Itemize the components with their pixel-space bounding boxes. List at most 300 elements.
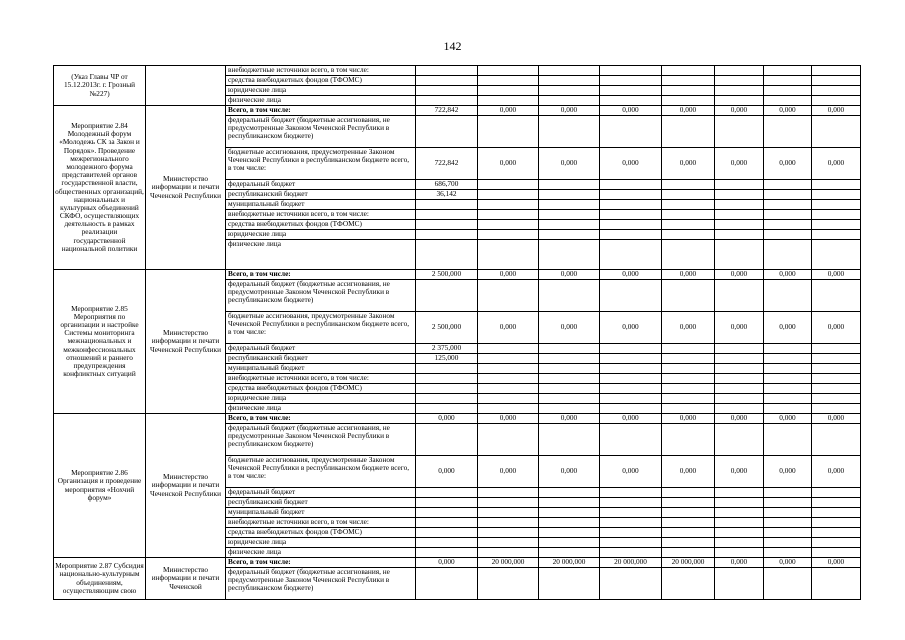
amount-cell bbox=[662, 190, 715, 200]
amount-cell bbox=[600, 424, 662, 456]
amount-cell bbox=[764, 200, 812, 210]
table-row bbox=[54, 66, 861, 76]
amount-cell: 0,000 bbox=[539, 106, 600, 116]
amount-cell bbox=[539, 424, 600, 456]
amount-cell bbox=[764, 538, 812, 548]
amount-cell bbox=[478, 538, 539, 548]
amount-cell bbox=[478, 528, 539, 538]
amount-cell bbox=[416, 384, 478, 394]
amount-cell bbox=[764, 568, 812, 600]
amount-cell bbox=[662, 96, 715, 106]
amount-cell: 0,000 bbox=[812, 312, 861, 344]
amount-cell bbox=[715, 344, 764, 354]
amount-cell bbox=[539, 86, 600, 96]
amount-cell bbox=[416, 86, 478, 96]
amount-cell bbox=[416, 364, 478, 374]
amount-cell bbox=[539, 538, 600, 548]
amount-cell bbox=[662, 374, 715, 384]
amount-cell bbox=[478, 548, 539, 558]
amount-cell bbox=[812, 374, 861, 384]
amount-cell: 0,000 bbox=[715, 148, 764, 180]
amount-cell bbox=[478, 488, 539, 498]
amount-cell: 0,000 bbox=[539, 414, 600, 424]
amount-cell bbox=[416, 240, 478, 270]
amount-cell bbox=[662, 210, 715, 220]
funding-source-cell: Всего, в том числе: bbox=[226, 558, 416, 568]
amount-cell bbox=[715, 180, 764, 190]
amount-cell bbox=[812, 86, 861, 96]
amount-cell: 0,000 bbox=[764, 456, 812, 488]
amount-cell bbox=[478, 76, 539, 86]
event-name-cell: (Указ Главы ЧР от 15.12.2013г. г. Грозный №227) bbox=[54, 66, 146, 106]
amount-cell bbox=[715, 374, 764, 384]
amount-cell: 0,000 bbox=[715, 456, 764, 488]
amount-cell bbox=[812, 424, 861, 456]
amount-cell bbox=[764, 354, 812, 364]
amount-cell: 0,000 bbox=[478, 106, 539, 116]
funding-source-cell: внебюджетные источники всего, в том числе: bbox=[226, 66, 416, 76]
amount-cell: 20 000,000 bbox=[539, 558, 600, 568]
amount-cell bbox=[600, 528, 662, 538]
amount-cell bbox=[662, 394, 715, 404]
amount-cell bbox=[600, 568, 662, 600]
funding-source-cell: юридические лица bbox=[226, 538, 416, 548]
table-row bbox=[54, 106, 861, 116]
amount-cell bbox=[416, 404, 478, 414]
amount-cell bbox=[539, 394, 600, 404]
amount-cell bbox=[812, 240, 861, 270]
amount-cell bbox=[416, 508, 478, 518]
amount-cell bbox=[662, 280, 715, 312]
amount-cell bbox=[764, 394, 812, 404]
amount-cell: 0,000 bbox=[662, 312, 715, 344]
amount-cell bbox=[416, 498, 478, 508]
amount-cell bbox=[539, 374, 600, 384]
amount-cell bbox=[812, 280, 861, 312]
amount-cell bbox=[764, 488, 812, 498]
funding-source-cell: юридические лица bbox=[226, 230, 416, 240]
amount-cell: 0,000 bbox=[478, 312, 539, 344]
amount-cell bbox=[416, 66, 478, 76]
amount-cell bbox=[478, 498, 539, 508]
amount-cell bbox=[812, 394, 861, 404]
amount-cell bbox=[812, 528, 861, 538]
amount-cell bbox=[662, 116, 715, 148]
amount-cell bbox=[662, 66, 715, 76]
amount-cell bbox=[715, 394, 764, 404]
amount-cell bbox=[416, 424, 478, 456]
amount-cell bbox=[539, 498, 600, 508]
amount-cell bbox=[812, 190, 861, 200]
amount-cell bbox=[478, 394, 539, 404]
amount-cell bbox=[812, 354, 861, 364]
amount-cell bbox=[539, 508, 600, 518]
funding-source-cell: федеральный бюджет bbox=[226, 488, 416, 498]
amount-cell: 0,000 bbox=[812, 558, 861, 568]
amount-cell: 0,000 bbox=[600, 270, 662, 280]
amount-cell bbox=[764, 220, 812, 230]
amount-cell: 0,000 bbox=[812, 270, 861, 280]
amount-cell bbox=[416, 528, 478, 538]
amount-cell bbox=[662, 240, 715, 270]
amount-cell bbox=[600, 230, 662, 240]
amount-cell bbox=[662, 424, 715, 456]
budget-table bbox=[53, 65, 861, 600]
amount-cell bbox=[812, 548, 861, 558]
amount-cell bbox=[715, 116, 764, 148]
amount-cell bbox=[764, 384, 812, 394]
amount-cell bbox=[764, 518, 812, 528]
amount-cell: 0,000 bbox=[764, 558, 812, 568]
amount-cell bbox=[539, 518, 600, 528]
amount-cell bbox=[539, 210, 600, 220]
amount-cell bbox=[662, 86, 715, 96]
amount-cell bbox=[812, 230, 861, 240]
amount-cell bbox=[764, 210, 812, 220]
amount-cell bbox=[662, 76, 715, 86]
amount-cell: 2 500,000 bbox=[416, 312, 478, 344]
amount-cell: 0,000 bbox=[764, 148, 812, 180]
funding-source-cell: Всего, в том числе: bbox=[226, 106, 416, 116]
amount-cell: 20 000,000 bbox=[600, 558, 662, 568]
amount-cell bbox=[600, 96, 662, 106]
amount-cell bbox=[539, 200, 600, 210]
funding-source-cell: республиканский бюджет bbox=[226, 354, 416, 364]
amount-cell bbox=[812, 180, 861, 190]
amount-cell: 36,142 bbox=[416, 190, 478, 200]
amount-cell bbox=[764, 344, 812, 354]
funding-source-cell: Всего, в том числе: bbox=[226, 414, 416, 424]
amount-cell bbox=[416, 548, 478, 558]
amount-cell bbox=[478, 96, 539, 106]
amount-cell bbox=[478, 190, 539, 200]
executor-cell: Министерство информации и печати Чеченской Республики bbox=[146, 414, 226, 558]
funding-source-cell: средства внебюджетных фондов (ТФОМС) bbox=[226, 528, 416, 538]
amount-cell bbox=[812, 404, 861, 414]
amount-cell bbox=[600, 210, 662, 220]
amount-cell bbox=[715, 190, 764, 200]
event-name-cell: Мероприятие 2.86 Организация и проведение мероприятия «Нохчий форум» bbox=[54, 414, 146, 558]
amount-cell bbox=[478, 384, 539, 394]
amount-cell bbox=[715, 280, 764, 312]
amount-cell bbox=[812, 96, 861, 106]
amount-cell bbox=[600, 86, 662, 96]
page-number: 142 bbox=[443, 39, 462, 53]
amount-cell: 0,000 bbox=[600, 456, 662, 488]
amount-cell bbox=[478, 200, 539, 210]
amount-cell bbox=[812, 364, 861, 374]
funding-source-cell: средства внебюджетных фондов (ТФОМС) bbox=[226, 384, 416, 394]
executor-cell: Министерство информации и печати Чеченской Республики bbox=[146, 106, 226, 270]
amount-cell bbox=[600, 548, 662, 558]
amount-cell: 0,000 bbox=[539, 270, 600, 280]
amount-cell bbox=[812, 568, 861, 600]
amount-cell bbox=[416, 488, 478, 498]
amount-cell: 20 000,000 bbox=[662, 558, 715, 568]
amount-cell bbox=[539, 240, 600, 270]
amount-cell bbox=[764, 498, 812, 508]
amount-cell: 0,000 bbox=[600, 312, 662, 344]
amount-cell bbox=[416, 394, 478, 404]
amount-cell bbox=[764, 424, 812, 456]
amount-cell bbox=[715, 424, 764, 456]
amount-cell bbox=[662, 404, 715, 414]
funding-source-cell: внебюджетные источники всего, в том числе: bbox=[226, 518, 416, 528]
funding-source-cell: юридические лица bbox=[226, 86, 416, 96]
funding-source-cell: федеральный бюджет (бюджетные ассигнования, не предусмотренные Законом Чеченской Республики в республиканском бюджете) bbox=[226, 116, 416, 148]
amount-cell bbox=[662, 528, 715, 538]
amount-cell bbox=[416, 200, 478, 210]
amount-cell bbox=[600, 518, 662, 528]
amount-cell bbox=[764, 180, 812, 190]
amount-cell: 0,000 bbox=[662, 270, 715, 280]
executor-cell: Министерство информации и печати Чеченской Республики bbox=[146, 270, 226, 414]
amount-cell: 20 000,000 bbox=[478, 558, 539, 568]
amount-cell: 0,000 bbox=[600, 106, 662, 116]
amount-cell: 0,000 bbox=[662, 414, 715, 424]
amount-cell bbox=[764, 364, 812, 374]
table-row bbox=[54, 414, 861, 424]
amount-cell bbox=[662, 518, 715, 528]
amount-cell bbox=[539, 384, 600, 394]
amount-cell: 0,000 bbox=[715, 270, 764, 280]
amount-cell bbox=[416, 96, 478, 106]
amount-cell bbox=[764, 66, 812, 76]
funding-source-cell: муниципальный бюджет bbox=[226, 508, 416, 518]
amount-cell bbox=[478, 374, 539, 384]
amount-cell bbox=[764, 508, 812, 518]
amount-cell bbox=[539, 96, 600, 106]
amount-cell bbox=[662, 488, 715, 498]
amount-cell bbox=[478, 220, 539, 230]
amount-cell bbox=[539, 528, 600, 538]
amount-cell bbox=[715, 384, 764, 394]
amount-cell: 0,000 bbox=[812, 456, 861, 488]
amount-cell bbox=[715, 66, 764, 76]
amount-cell bbox=[416, 210, 478, 220]
amount-cell bbox=[715, 86, 764, 96]
amount-cell bbox=[539, 116, 600, 148]
amount-cell: 0,000 bbox=[764, 414, 812, 424]
amount-cell bbox=[539, 488, 600, 498]
amount-cell bbox=[812, 498, 861, 508]
funding-source-cell: федеральный бюджет (бюджетные ассигнования, не предусмотренные Законом Чеченской Республики в республиканском бюджете) bbox=[226, 424, 416, 456]
amount-cell bbox=[662, 180, 715, 190]
amount-cell bbox=[715, 508, 764, 518]
amount-cell: 0,000 bbox=[539, 456, 600, 488]
amount-cell: 722,842 bbox=[416, 148, 478, 180]
amount-cell bbox=[812, 508, 861, 518]
amount-cell bbox=[539, 230, 600, 240]
amount-cell bbox=[416, 568, 478, 600]
amount-cell bbox=[478, 354, 539, 364]
amount-cell bbox=[539, 180, 600, 190]
funding-source-cell: внебюджетные источники всего, в том числе: bbox=[226, 210, 416, 220]
funding-source-cell: муниципальный бюджет bbox=[226, 200, 416, 210]
funding-source-cell: средства внебюджетных фондов (ТФОМС) bbox=[226, 76, 416, 86]
amount-cell bbox=[715, 364, 764, 374]
amount-cell bbox=[478, 66, 539, 76]
amount-cell bbox=[715, 548, 764, 558]
amount-cell bbox=[812, 210, 861, 220]
amount-cell: 0,000 bbox=[416, 414, 478, 424]
amount-cell bbox=[764, 96, 812, 106]
executor-cell bbox=[146, 66, 226, 106]
amount-cell bbox=[715, 568, 764, 600]
amount-cell bbox=[539, 76, 600, 86]
amount-cell bbox=[812, 344, 861, 354]
amount-cell bbox=[539, 220, 600, 230]
amount-cell bbox=[764, 240, 812, 270]
amount-cell bbox=[715, 538, 764, 548]
amount-cell bbox=[764, 230, 812, 240]
amount-cell: 0,000 bbox=[812, 414, 861, 424]
amount-cell: 0,000 bbox=[478, 270, 539, 280]
funding-source-cell: физические лица bbox=[226, 240, 416, 270]
amount-cell bbox=[478, 568, 539, 600]
funding-source-cell: федеральный бюджет (бюджетные ассигнования, не предусмотренные Законом Чеченской Республики в республиканском бюджете) bbox=[226, 280, 416, 312]
event-name-cell: Мероприятие 2.87 Субсидия национально-культурным объединениям, осуществляющим свою bbox=[54, 558, 146, 600]
funding-source-cell: средства внебюджетных фондов (ТФОМС) bbox=[226, 220, 416, 230]
amount-cell bbox=[416, 518, 478, 528]
amount-cell bbox=[539, 190, 600, 200]
amount-cell bbox=[662, 230, 715, 240]
amount-cell bbox=[478, 230, 539, 240]
amount-cell bbox=[764, 76, 812, 86]
amount-cell bbox=[478, 86, 539, 96]
amount-cell bbox=[600, 538, 662, 548]
amount-cell bbox=[812, 66, 861, 76]
amount-cell bbox=[600, 116, 662, 148]
amount-cell bbox=[416, 374, 478, 384]
amount-cell bbox=[600, 498, 662, 508]
amount-cell: 0,000 bbox=[662, 148, 715, 180]
amount-cell bbox=[416, 538, 478, 548]
amount-cell bbox=[662, 508, 715, 518]
amount-cell bbox=[478, 280, 539, 312]
amount-cell: 0,000 bbox=[812, 148, 861, 180]
amount-cell bbox=[715, 210, 764, 220]
funding-source-cell: бюджетные ассигнования, предусмотренные Законом Чеченской Республики в республиканском бюджете всего, в том числе: bbox=[226, 148, 416, 180]
amount-cell bbox=[715, 498, 764, 508]
amount-cell bbox=[812, 220, 861, 230]
amount-cell bbox=[662, 384, 715, 394]
amount-cell: 0,000 bbox=[662, 456, 715, 488]
amount-cell bbox=[662, 354, 715, 364]
amount-cell bbox=[600, 200, 662, 210]
funding-source-cell: муниципальный бюджет bbox=[226, 364, 416, 374]
amount-cell bbox=[600, 240, 662, 270]
amount-cell: 0,000 bbox=[764, 270, 812, 280]
amount-cell bbox=[662, 220, 715, 230]
funding-source-cell: республиканский бюджет bbox=[226, 498, 416, 508]
amount-cell bbox=[478, 508, 539, 518]
amount-cell bbox=[662, 364, 715, 374]
amount-cell bbox=[764, 548, 812, 558]
amount-cell bbox=[764, 116, 812, 148]
funding-source-cell: Всего, в том числе: bbox=[226, 270, 416, 280]
amount-cell bbox=[478, 240, 539, 270]
amount-cell bbox=[662, 548, 715, 558]
amount-cell: 722,842 bbox=[416, 106, 478, 116]
funding-source-cell: федеральный бюджет (бюджетные ассигнования, не предусмотренные Законом Чеченской Республики в республиканском бюджете) bbox=[226, 568, 416, 600]
amount-cell bbox=[764, 86, 812, 96]
amount-cell bbox=[478, 424, 539, 456]
amount-cell bbox=[812, 488, 861, 498]
amount-cell: 0,000 bbox=[478, 456, 539, 488]
amount-cell bbox=[662, 538, 715, 548]
amount-cell: 0,000 bbox=[416, 558, 478, 568]
table-row bbox=[54, 270, 861, 280]
amount-cell bbox=[764, 374, 812, 384]
amount-cell bbox=[715, 528, 764, 538]
amount-cell bbox=[600, 354, 662, 364]
amount-cell: 0,000 bbox=[539, 148, 600, 180]
amount-cell bbox=[812, 538, 861, 548]
amount-cell: 0,000 bbox=[478, 148, 539, 180]
amount-cell bbox=[600, 220, 662, 230]
amount-cell bbox=[478, 344, 539, 354]
amount-cell bbox=[539, 404, 600, 414]
amount-cell bbox=[478, 116, 539, 148]
amount-cell bbox=[600, 508, 662, 518]
amount-cell bbox=[600, 384, 662, 394]
amount-cell: 125,000 bbox=[416, 354, 478, 364]
amount-cell bbox=[600, 280, 662, 312]
amount-cell bbox=[715, 488, 764, 498]
amount-cell bbox=[539, 548, 600, 558]
funding-source-cell: бюджетные ассигнования, предусмотренные Законом Чеченской Республики в республиканском бюджете всего, в том числе: bbox=[226, 456, 416, 488]
amount-cell bbox=[715, 96, 764, 106]
amount-cell bbox=[416, 220, 478, 230]
amount-cell bbox=[600, 76, 662, 86]
funding-source-cell: внебюджетные источники всего, в том числе: bbox=[226, 374, 416, 384]
amount-cell bbox=[600, 364, 662, 374]
amount-cell bbox=[715, 404, 764, 414]
funding-source-cell: физические лица bbox=[226, 404, 416, 414]
amount-cell bbox=[416, 76, 478, 86]
amount-cell bbox=[416, 280, 478, 312]
funding-source-cell: федеральный бюджет bbox=[226, 180, 416, 190]
amount-cell bbox=[715, 76, 764, 86]
executor-cell: Министерство информации и печати Чеченской bbox=[146, 558, 226, 600]
amount-cell bbox=[600, 404, 662, 414]
funding-source-cell: республиканский бюджет bbox=[226, 190, 416, 200]
amount-cell bbox=[478, 364, 539, 374]
amount-cell bbox=[764, 404, 812, 414]
amount-cell bbox=[416, 230, 478, 240]
funding-source-cell: федеральный бюджет bbox=[226, 344, 416, 354]
event-name-cell: Мероприятие 2.84 Молодежный форум «Молодежь СК за Закон и Порядок». Проведение межрегионального молодежного форума представителей органов государственной власти, общественных организаций, национальных и культурных объединений СКФО, осуществляющих деятельность в рамках реализации государственной национальной политики bbox=[54, 106, 146, 270]
amount-cell bbox=[715, 220, 764, 230]
amount-cell: 2 375,000 bbox=[416, 344, 478, 354]
amount-cell bbox=[539, 364, 600, 374]
amount-cell bbox=[715, 200, 764, 210]
table-row bbox=[54, 558, 861, 568]
amount-cell bbox=[600, 190, 662, 200]
amount-cell bbox=[812, 116, 861, 148]
amount-cell: 0,000 bbox=[812, 106, 861, 116]
amount-cell: 0,000 bbox=[715, 558, 764, 568]
amount-cell: 0,000 bbox=[662, 106, 715, 116]
amount-cell bbox=[478, 180, 539, 190]
amount-cell bbox=[715, 240, 764, 270]
amount-cell: 0,000 bbox=[715, 414, 764, 424]
amount-cell bbox=[715, 354, 764, 364]
amount-cell bbox=[812, 518, 861, 528]
amount-cell: 0,000 bbox=[764, 106, 812, 116]
amount-cell: 0,000 bbox=[715, 106, 764, 116]
